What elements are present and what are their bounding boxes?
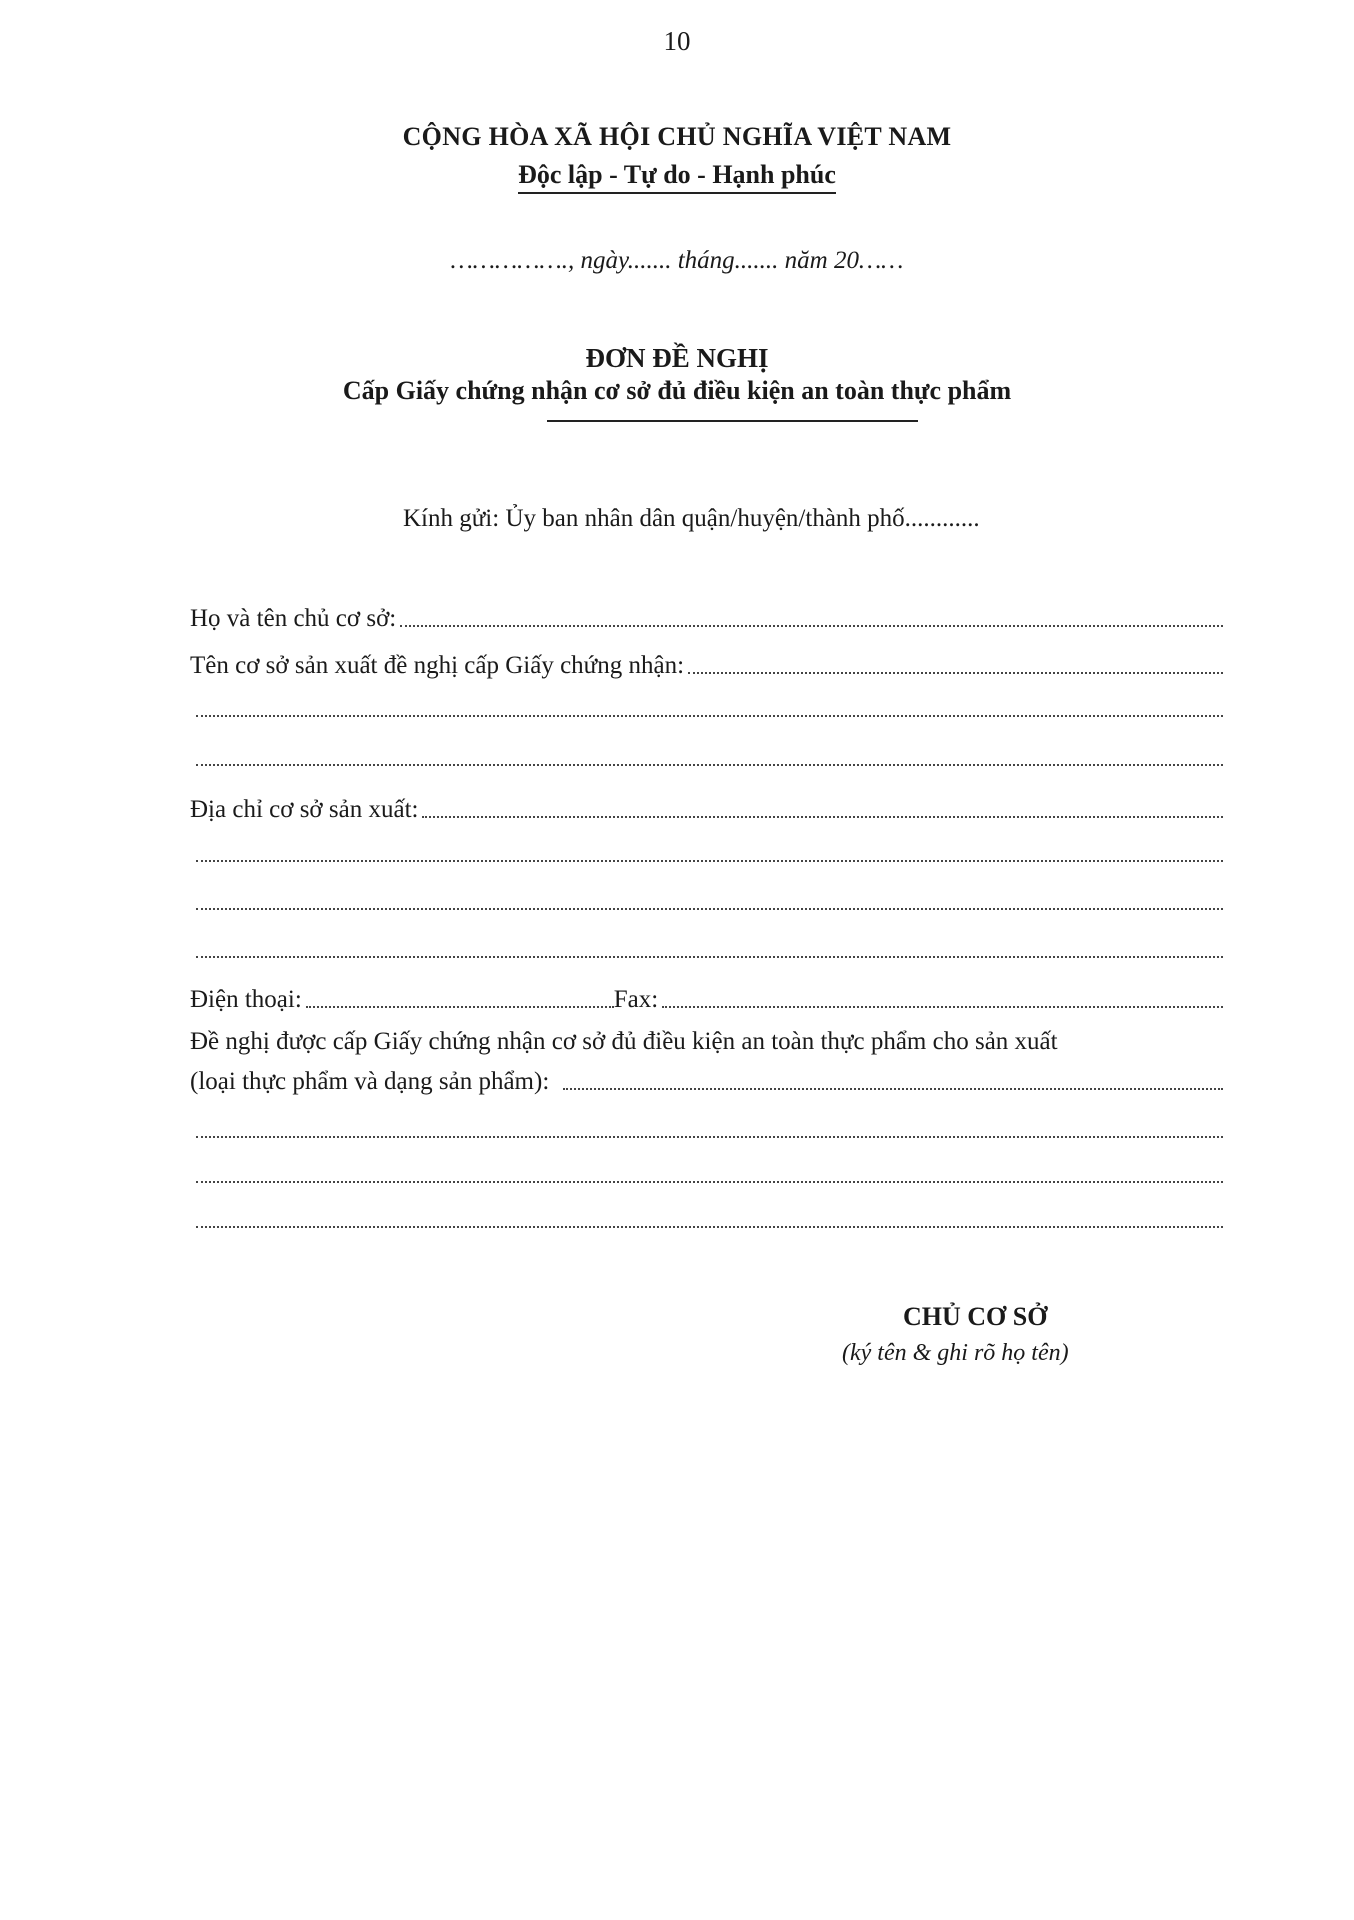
facility-name-blank-line[interactable] [196, 764, 1223, 766]
facility-name-label: Tên cơ sở sản xuất đề nghị cấp Giấy chứng nhận: [190, 652, 685, 679]
facility-name-blank-line[interactable] [196, 715, 1223, 717]
recipient-line[interactable]: Kính gửi: Ủy ban nhân dân quận/huyện/thành phố............ [403, 505, 980, 532]
date-line[interactable]: ……………., ngày....... tháng....... năm 20…… [450, 247, 904, 274]
owner-name-field[interactable] [190, 605, 1223, 633]
address-blank-line[interactable] [196, 956, 1223, 958]
address-label: Địa chỉ cơ sở sản xuất: [190, 796, 419, 823]
owner-name-blank[interactable] [400, 624, 1223, 627]
facility-name-field[interactable] [190, 652, 1223, 680]
food-type-field[interactable] [190, 1068, 1223, 1096]
owner-name-label: Họ và tên chủ cơ sở: [190, 605, 397, 632]
address-field[interactable] [190, 796, 1223, 824]
signature-note: (ký tên & ghi rõ họ tên) [842, 1340, 1069, 1366]
page-number: 10 [663, 26, 691, 56]
document-title: ĐƠN ĐỀ NGHỊ [585, 343, 769, 373]
phone-label: Điện thoại: [190, 986, 302, 1013]
address-blank-line[interactable] [196, 860, 1223, 862]
phone-fax-field[interactable] [190, 986, 1223, 1014]
phone-blank[interactable] [306, 1005, 614, 1008]
republic-name: CỘNG HÒA XÃ HỘI CHỦ NGHĨA VIỆT NAM [402, 122, 952, 151]
motto-container [0, 160, 1354, 194]
food-type-blank-line[interactable] [196, 1181, 1223, 1183]
fax-label: Fax: [613, 986, 659, 1013]
address-blank[interactable] [422, 815, 1223, 818]
food-type-blank[interactable] [563, 1087, 1223, 1090]
national-motto: Độc lập - Tự do - Hạnh phúc [518, 160, 836, 194]
address-blank-line[interactable] [196, 908, 1223, 910]
document-subtitle: Cấp Giấy chứng nhận cơ sở đủ điều kiện an toàn thực phẩm [342, 376, 1012, 405]
food-type-blank-line[interactable] [196, 1136, 1223, 1138]
request-statement: Đề nghị được cấp Giấy chứng nhận cơ sở đủ điều kiện an toàn thực phẩm cho sản xuất [190, 1028, 1058, 1055]
food-type-blank-line[interactable] [196, 1226, 1223, 1228]
fax-blank[interactable] [662, 1005, 1223, 1008]
signature-title: CHỦ CƠ SỞ [903, 1302, 1048, 1331]
facility-name-blank[interactable] [688, 671, 1223, 674]
food-type-label: (loại thực phẩm và dạng sản phẩm): [190, 1068, 550, 1095]
title-divider [547, 420, 918, 422]
